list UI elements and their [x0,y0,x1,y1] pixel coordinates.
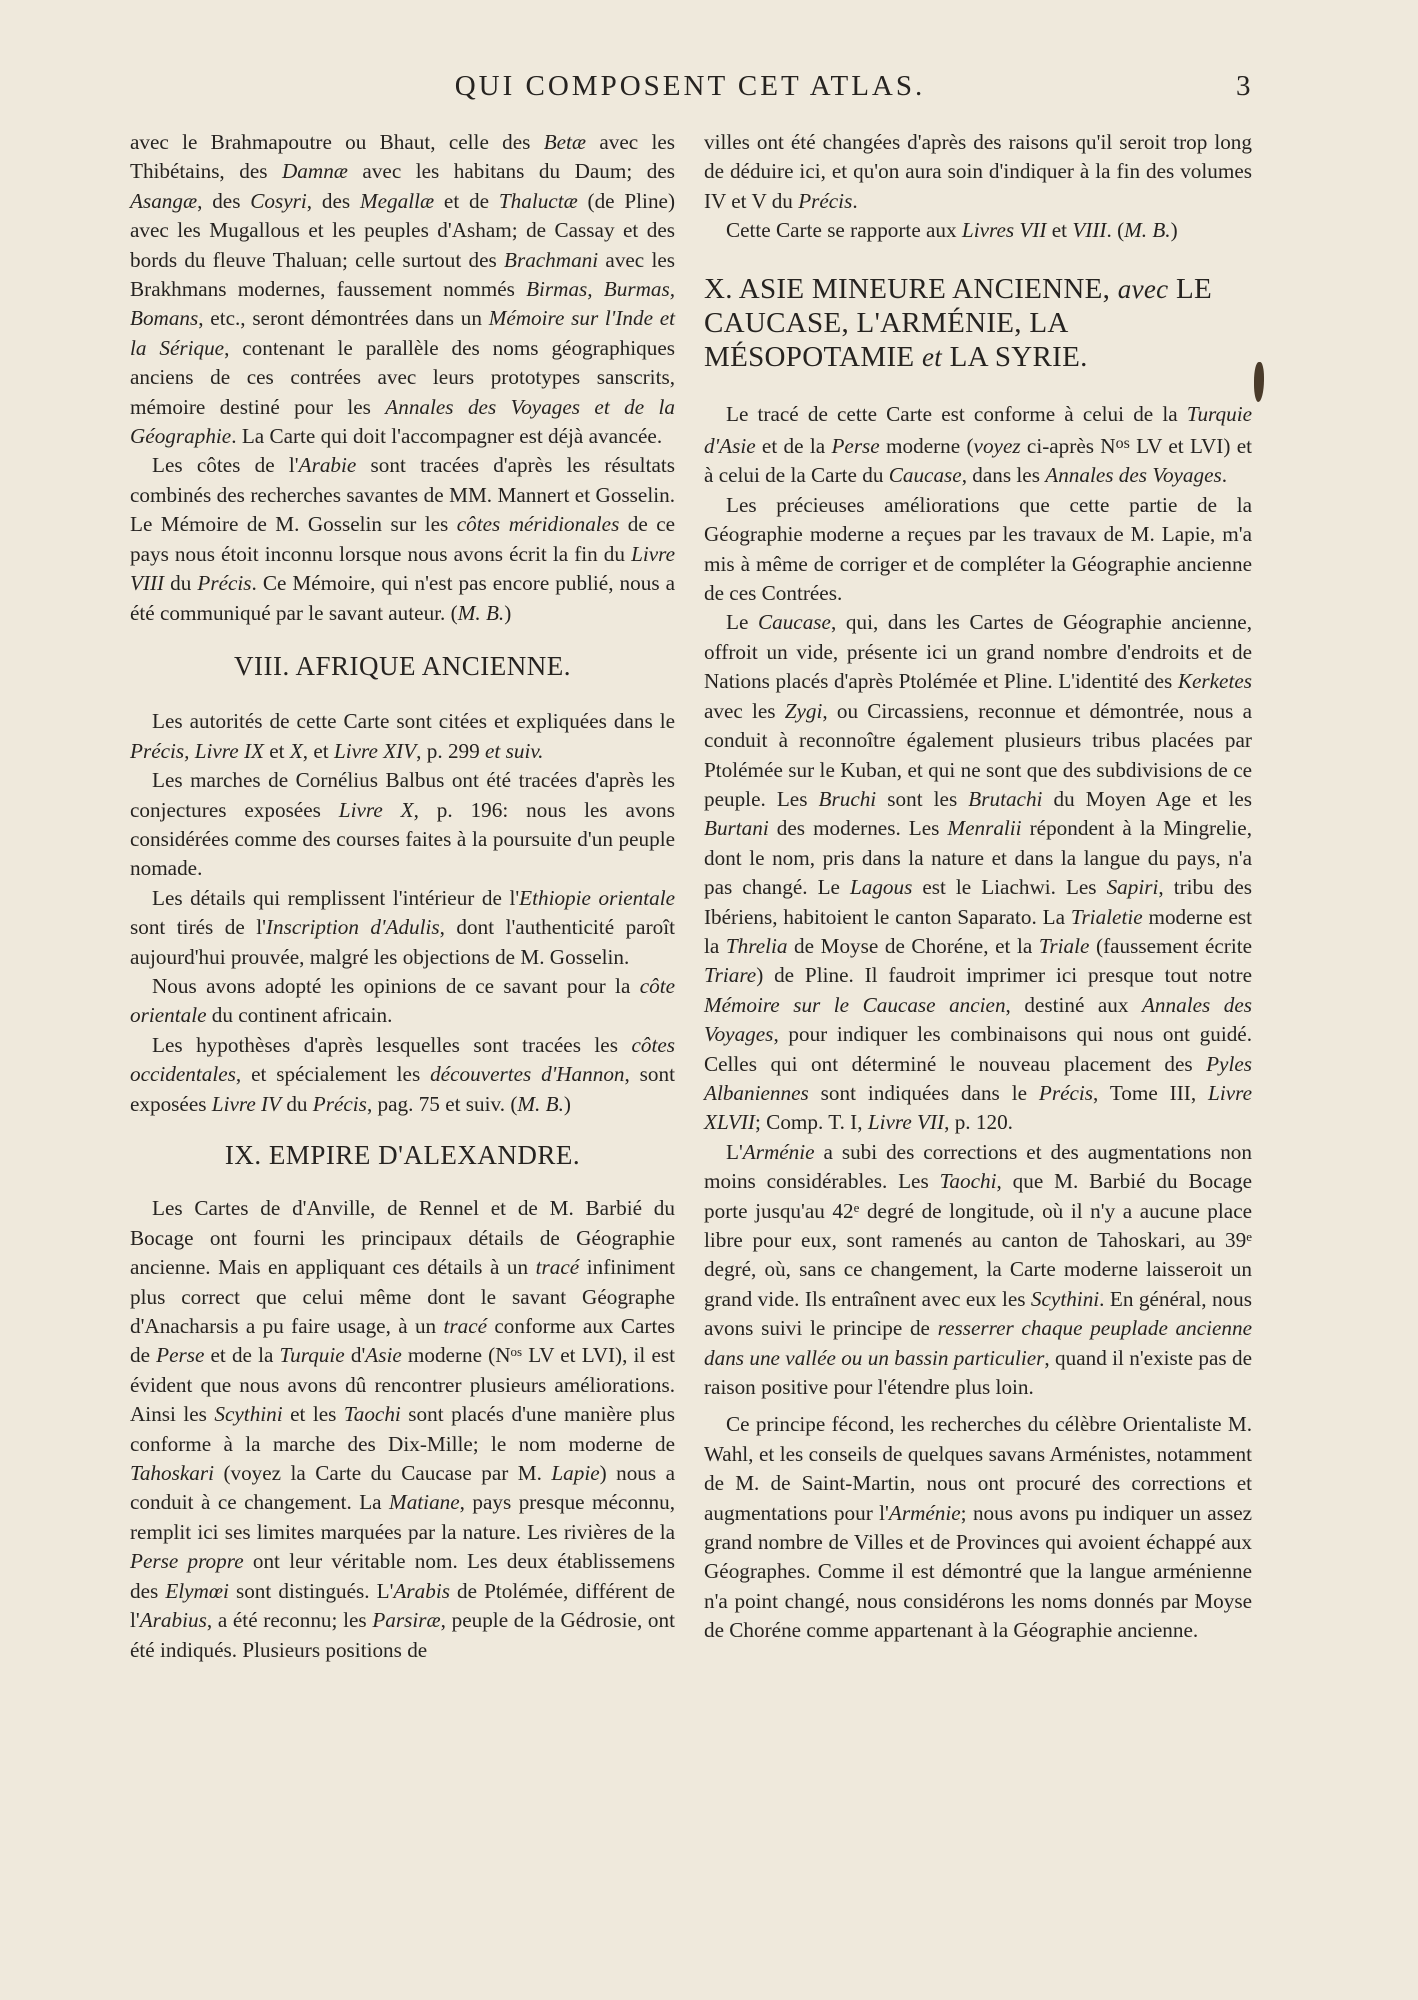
section-heading-x: X. ASIE MINEURE ANCIENNE, avec LE CAUCASE, L'ARMÉNIE, LA MÉSOPOTAMIE et LA SYRIE. [704,272,1213,373]
paragraph: Les précieuses améliorations que cette partie de la Géographie moderne a reçues par les travaux de M. Lapie, m'a mis à même de corriger et de compléter la Géographie ancienne de ces Contrées. [704,492,1252,606]
paragraph: Cette Carte se rapporte aux Livres VII et VIII. (M. B.) [726,218,1178,243]
section-heading-ix: IX. EMPIRE D'ALEXANDRE. [224,1140,581,1170]
section-heading-viii: VIII. AFRIQUE ANCIENNE. [234,650,571,681]
paragraph: Les marches de Cornélius Balbus ont été tracées d'après les conjectures exposées Livre X, p. 196: nous les avons considérées comme des courses faites à la poursuite d'un peuple nomade. [130,768,675,881]
paragraph: Les autorités de cette Carte sont citées et expliquées dans le Précis, Livre IX et X, et Livre XIV, p. 299 et suiv. [130,709,675,763]
paragraph: Le tracé de cette Carte est conforme à celui de la Turquie d'Asie et de la Perse moderne (voyez ci-après $N^{os}$ LV et LVI) et à celui de la Carte du Caucase, dans les Annales des Voyages. [704,401,1252,488]
paragraph: avec le Brahmapoutre ou Bhaut, celle des Betæ avec les Thibétains, des Damnæ avec les habitans du Daum; des Asangæ, des Cosyri, des Megallæ et de Thaluctæ (de Pline) avec les Mugallous et les peuples d'Asham; de Cassay et des bords du fleuve Thaluan; celle surtout des Brachmani avec les Brakhmans modernes, faussement nommés Birmas, Burmas, Bomans, etc., seront démontrées dans un Mémoire sur l'Inde et la Sérique, contenant le parallèle des noms géographiques anciens de ces contrées avec leurs prototypes sanscrits, mémoire destiné pour les Annales des Voyages et de la Géographie. La Carte qui doit l'accompagner est déjà avancée. [130,130,676,449]
paragraph: Ce principe fécond, les recherches du célèbre Orientaliste M. Wahl, et les conseils de quelques savans Arménistes, notamment de M. de Saint-Martin, nous ont procuré des corrections et augmentations pour l'Arménie; nous avons pu indiquer un assez grand nombre de Villes et de Provinces qui avoient échappé aux Géographes. Comme il est démontré que la langue arménienne n'a point changé, nous considérons les noms donnés par Moyse de Choréne comme appartenant à la Géographie ancienne. [704,1412,1253,1643]
paragraph: Nous avons adopté les opinions de ce savant pour la côte orientale du continent africain. [130,973,675,1028]
ink-blot [1254,362,1264,402]
paragraph: L'Arménie a subi des corrections et des augmentations non moins considérables. Les Taochi, que M. Barbié du Bocage porte jusqu'au 42e degré de longitude, où il n'y a aucune place libre pour eux, sont ramenés au canton de Tahoskari, au 39e degré, où, sans ce changement, la Carte moderne laisseroit un grand vide. Ils entraînent avec eux les Scythini. En général, nous avons suivi le principe de resserrer chaque peuplade ancienne dans une vallée ou un bassin particulier, quand il n'existe pas de raison positive pour l'étendre plus loin. [704,1139,1253,1400]
paragraph: villes ont été changées d'après des raisons qu'il seroit trop long de déduire ici, et qu'on aura soin d'indiquer à la fin des volumes IV et V du Précis. [704,130,1252,213]
paragraph: Les détails qui remplissent l'intérieur de l'Ethiopie orientale sont tirés de l'Inscription d'Adulis, dont l'authenticité paroît aujourd'hui prouvée, malgré les objections de M. Gosselin. [130,885,675,969]
paragraph: Le Caucase, qui, dans les Cartes de Géographie ancienne, offroit un vide, présente ici un grand nombre d'endroits et de Nations placés d'après Ptolémée et Pline. L'identité des Kerketes avec les Zygi, ou Circassiens, reconnue et démontrée, nous a conduit à reconnoître également plusieurs tribus placées par Ptolémée sur le Kuban, et qui ne sont que des subdivisions de ce peuple. Les Bruchi sont les Brutachi du Moyen Age et les Burtani des modernes. Les Menralii répondent à la Mingrelie, dont le nom, pris dans la nature et dans la langue du pays, n'a pas changé. Le Lagous est le Liachwi. Les Sapiri, tribu des Ibériens, habitoient le canton Saparato. La Trialetie moderne est la Threlia de Moyse de Choréne, et la Triale (faussement écrite Triare) de Pline. Il faudroit imprimer ici presque tout notre Mémoire sur le Caucase ancien, destiné aux Annales des Voyages, pour indiquer les combinaisons qui nous ont guidé. Celles qui ont déterminé le nouveau placement des Pyles Albaniennes sont indiquées dans le Précis, Tome III, Livre XLVII; Comp. T. I, Livre VII, p. 120. [704,610,1253,1135]
left-column [130,128,675,1665]
paragraph: Les côtes de l'Arabie sont tracées d'après les résultats combinés des recherches savantes de MM. Mannert et Gosselin. Le Mémoire de M. Gosselin sur les côtes méridionales de ce pays nous étoit inconnu lorsque nous avons écrit la fin du Livre VIII du Précis. Ce Mémoire, qui n'est pas encore publié, nous a été communiqué par le savant auteur. (M. B.) [130,453,676,625]
right-column [704,128,1252,1646]
paragraph: Les hypothèses d'après lesquelles sont tracées les côtes occidentales, et spécialement les découvertes d'Hannon, sont exposées Livre IV du Précis, pag. 75 et suiv. (M. B.) [130,1032,675,1116]
paragraph: Les Cartes de d'Anville, de Rennel et de M. Barbié du Bocage ont fourni les principaux détails de Géographie ancienne. Mais en appliquant ces détails à un tracé infiniment plus correct que celui même dont le savant Géographe d'Anacharsis a pu faire usage, à un tracé conforme aux Cartes de Perse et de la Turquie d'Asie moderne ($N^{os}$ LV et LVI), il est évident que nous avons dû rencontrer plusieurs améliorations. Ainsi les Scythini et les Taochi sont placés d'une manière plus conforme à la marche des Dix-Mille; le nom moderne de Tahoskari (voyez la Carte du Caucase par M. Lapie) nous a conduit à ce changement. La Matiane, pays presque méconnu, remplit ici ses limites marquées par la nature. Les rivières de la Perse propre ont leur véritable nom. Les deux établissemens des Elymœi sont distingués. L'Arabis de Ptolémée, différent de l'Arabius, a été reconnu; les Parsiræ, peuple de la Gédrosie, ont été indiqués. Plusieurs positions de [130,1196,676,1662]
page-number: 3 [1236,70,1251,102]
running-head: QUI COMPOSENT CET ATLAS. [454,70,926,102]
